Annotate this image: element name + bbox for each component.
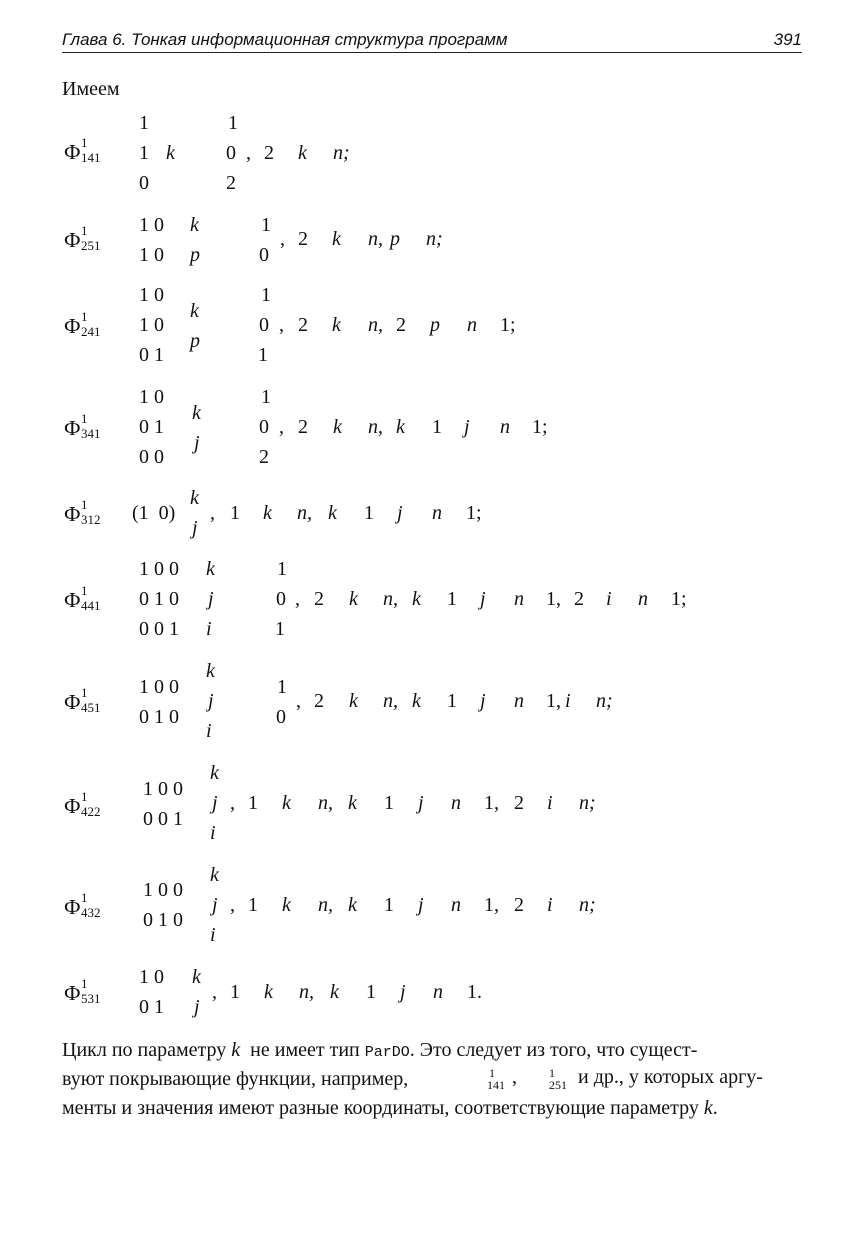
math-token: 2 bbox=[298, 228, 308, 250]
phi-symbol: Ф 1 432 bbox=[64, 890, 101, 920]
math-variable: j bbox=[192, 517, 198, 539]
math-variable: i bbox=[206, 618, 212, 640]
math-token: 1 bbox=[432, 416, 442, 438]
math-token: , bbox=[512, 1066, 517, 1088]
math-variable: k bbox=[348, 894, 357, 916]
math-token: 1; bbox=[532, 416, 548, 438]
math-variable: p bbox=[190, 244, 200, 266]
math-token: 1, bbox=[546, 690, 561, 712]
math-token: 0 bbox=[259, 314, 269, 336]
math-token: 1 0 bbox=[139, 386, 164, 408]
math-token: 1 0 0 bbox=[139, 558, 179, 580]
math-token: 2 bbox=[298, 416, 308, 438]
math-token: 2 bbox=[314, 690, 324, 712]
math-variable: n, bbox=[297, 502, 312, 524]
math-variable: k bbox=[328, 502, 337, 524]
math-token: 1 bbox=[139, 112, 149, 134]
math-token: 2 bbox=[259, 446, 269, 468]
paragraph-line-2: вуют покрывающие функции, например, bbox=[62, 1068, 409, 1090]
math-variable: k bbox=[330, 981, 339, 1003]
math-variable: k bbox=[348, 792, 357, 814]
math-token: 2 bbox=[314, 588, 324, 610]
math-variable: n bbox=[451, 792, 461, 814]
math-variable: n bbox=[451, 894, 461, 916]
math-variable: k bbox=[298, 142, 307, 164]
math-variable: j bbox=[212, 894, 218, 916]
math-variable: j bbox=[194, 996, 200, 1018]
math-variable: j bbox=[480, 588, 486, 610]
math-variable: i bbox=[547, 894, 553, 916]
math-token: 1 0 0 bbox=[143, 879, 183, 901]
math-token: , bbox=[230, 894, 235, 916]
math-token: 1, bbox=[484, 894, 499, 916]
math-token: 1 bbox=[384, 792, 394, 814]
math-token: , bbox=[230, 792, 235, 814]
math-variable: n bbox=[500, 416, 510, 438]
math-variable: k bbox=[190, 487, 199, 509]
math-variable: i bbox=[206, 720, 212, 742]
phi-symbol: Ф 1 312 bbox=[64, 497, 101, 527]
math-variable: j bbox=[194, 432, 200, 454]
phi-symbol: Ф 1 451 bbox=[64, 685, 101, 715]
math-variable: k bbox=[332, 314, 341, 336]
math-variable: k bbox=[412, 588, 421, 610]
math-variable: k bbox=[190, 300, 199, 322]
math-token: 1 bbox=[447, 690, 457, 712]
math-variable: j bbox=[464, 416, 470, 438]
math-token: 0 bbox=[259, 244, 269, 266]
math-variable: i bbox=[606, 588, 612, 610]
math-token: 0 0 1 bbox=[139, 618, 179, 640]
math-token: 1; bbox=[500, 314, 516, 336]
math-variable: k bbox=[192, 966, 201, 988]
math-token: 1 bbox=[228, 112, 238, 134]
math-variable: j bbox=[418, 894, 424, 916]
math-variable: i bbox=[565, 690, 571, 712]
math-token: , bbox=[212, 981, 217, 1003]
math-variable: k bbox=[210, 762, 219, 784]
math-variable: k bbox=[210, 864, 219, 886]
math-token: , bbox=[295, 588, 300, 610]
math-variable: n bbox=[638, 588, 648, 610]
ref2-sub: 251 bbox=[549, 1078, 567, 1092]
math-variable: n, bbox=[383, 588, 398, 610]
intro-text: Имеем bbox=[62, 78, 120, 100]
math-token: , bbox=[280, 228, 285, 250]
math-token: 1 bbox=[139, 142, 149, 164]
math-variable: n, bbox=[368, 416, 383, 438]
math-variable: n bbox=[432, 502, 442, 524]
math-variable: n, bbox=[299, 981, 314, 1003]
math-variable: n bbox=[514, 690, 524, 712]
math-token: 0 bbox=[259, 416, 269, 438]
math-token: 1 bbox=[366, 981, 376, 1003]
math-variable: k bbox=[206, 558, 215, 580]
math-token: 1 bbox=[258, 344, 268, 366]
math-variable: j bbox=[480, 690, 486, 712]
math-token: 0 bbox=[276, 706, 286, 728]
math-token: 0 1 0 bbox=[139, 706, 179, 728]
math-variable: i bbox=[547, 792, 553, 814]
math-variable: n; bbox=[333, 142, 350, 164]
math-token: , bbox=[210, 502, 215, 524]
phi-symbol: Ф 1 531 bbox=[64, 976, 101, 1006]
math-token: 0 bbox=[226, 142, 236, 164]
math-token: 1 bbox=[261, 386, 271, 408]
math-variable: k bbox=[192, 402, 201, 424]
math-variable: k bbox=[166, 142, 175, 164]
code-pardo: ParDO bbox=[364, 1044, 410, 1061]
math-variable: n bbox=[467, 314, 477, 336]
math-variable: j bbox=[208, 690, 214, 712]
math-token: 0 1 0 bbox=[143, 909, 183, 931]
math-variable: i bbox=[210, 924, 216, 946]
math-token: 0 1 bbox=[139, 344, 164, 366]
math-variable: k bbox=[263, 502, 272, 524]
math-variable: n; bbox=[579, 792, 596, 814]
math-variable: j bbox=[208, 588, 214, 610]
math-token: 1 bbox=[277, 676, 287, 698]
math-token: , bbox=[279, 314, 284, 336]
math-token: (1 0) bbox=[132, 502, 176, 524]
math-variable: p bbox=[390, 228, 400, 250]
math-token: 2 bbox=[298, 314, 308, 336]
math-variable: k bbox=[396, 416, 405, 438]
math-token: 2 bbox=[514, 792, 524, 814]
math-variable: p bbox=[190, 330, 200, 352]
math-token: , bbox=[246, 142, 251, 164]
math-variable: k bbox=[349, 588, 358, 610]
chapter-title: Глава 6. Тонкая информационная структура программ bbox=[62, 30, 508, 49]
phi-symbol: Ф 1 341 bbox=[64, 411, 101, 441]
math-variable: n; bbox=[596, 690, 613, 712]
math-token: 0 1 bbox=[139, 996, 164, 1018]
paragraph-line-3: менты и значения имеют разные координаты, соответствующие параметру k. bbox=[62, 1097, 718, 1119]
math-variable: n, bbox=[383, 690, 398, 712]
math-variable: k bbox=[282, 894, 291, 916]
math-token: , bbox=[279, 416, 284, 438]
math-variable: n, bbox=[318, 792, 333, 814]
math-variable: j bbox=[400, 981, 406, 1003]
math-token: 0 0 1 bbox=[143, 808, 183, 830]
math-token: 1 bbox=[275, 618, 285, 640]
phi-symbol: Ф 1 141 bbox=[64, 135, 101, 165]
math-token: 0 1 0 bbox=[139, 588, 179, 610]
math-variable: i bbox=[210, 822, 216, 844]
math-variable: j bbox=[397, 502, 403, 524]
math-token: 1 bbox=[364, 502, 374, 524]
math-variable: n; bbox=[426, 228, 443, 250]
math-variable: k bbox=[332, 228, 341, 250]
phi-symbol: Ф 1 241 bbox=[64, 309, 101, 339]
phi-symbol: Ф 1 441 bbox=[64, 583, 101, 613]
math-token: 1 0 bbox=[139, 966, 164, 988]
math-token: 0 1 bbox=[139, 416, 164, 438]
math-token: 0 bbox=[276, 588, 286, 610]
paragraph-line-1: Цикл по параметру k не имеет тип ParDO. Это следует из того, что сущест- bbox=[62, 1039, 698, 1061]
math-token: 1 0 bbox=[139, 244, 164, 266]
math-token: 1. bbox=[467, 981, 482, 1003]
math-variable: n; bbox=[579, 894, 596, 916]
math-variable: n, bbox=[368, 314, 383, 336]
math-token: 1 bbox=[230, 502, 240, 524]
math-token: 0 0 bbox=[139, 446, 164, 468]
math-token: 1 bbox=[230, 981, 240, 1003]
page-header bbox=[62, 30, 802, 53]
math-variable: j bbox=[418, 792, 424, 814]
math-token: 1 bbox=[384, 894, 394, 916]
math-variable: n bbox=[433, 981, 443, 1003]
math-variable: j bbox=[212, 792, 218, 814]
math-token: , bbox=[296, 690, 301, 712]
math-variable: n, bbox=[318, 894, 333, 916]
math-token: 1 0 0 bbox=[143, 778, 183, 800]
math-token: 1 bbox=[248, 894, 258, 916]
math-token: 2 bbox=[396, 314, 406, 336]
math-token: 1 bbox=[447, 588, 457, 610]
math-token: 2 bbox=[514, 894, 524, 916]
math-token: 1 bbox=[277, 558, 287, 580]
paragraph-line-2-end: и др., у которых аргу- bbox=[578, 1066, 763, 1088]
math-variable: n, bbox=[368, 228, 383, 250]
math-token: 2 bbox=[226, 172, 236, 194]
math-token: 2 bbox=[574, 588, 584, 610]
phi-symbol: Ф 1 251 bbox=[64, 223, 101, 253]
math-token: 1, bbox=[484, 792, 499, 814]
math-token: 0 bbox=[139, 172, 149, 194]
math-token: 1; bbox=[671, 588, 687, 610]
math-token: 1 0 bbox=[139, 314, 164, 336]
phi-symbol: Ф 1 422 bbox=[64, 789, 101, 819]
math-variable: k bbox=[264, 981, 273, 1003]
math-token: 1 0 0 bbox=[139, 676, 179, 698]
math-variable: n bbox=[514, 588, 524, 610]
math-token: 1 0 bbox=[139, 284, 164, 306]
ref2-sup: 1 bbox=[549, 1066, 555, 1080]
math-variable: k bbox=[333, 416, 342, 438]
math-token: 1 bbox=[248, 792, 258, 814]
math-token: 1 bbox=[261, 214, 271, 236]
math-variable: k bbox=[349, 690, 358, 712]
ref1-sub: 141 bbox=[487, 1078, 505, 1092]
page-number: 391 bbox=[773, 30, 802, 49]
math-token: 1 0 bbox=[139, 214, 164, 236]
ref1-sup: 1 bbox=[489, 1066, 495, 1080]
math-variable: k bbox=[206, 660, 215, 682]
math-variable: k bbox=[190, 214, 199, 236]
math-variable: p bbox=[430, 314, 440, 336]
math-token: 1 bbox=[261, 284, 271, 306]
math-token: 2 bbox=[264, 142, 274, 164]
math-token: 1, bbox=[546, 588, 561, 610]
math-token: 1; bbox=[466, 502, 482, 524]
math-variable: k bbox=[412, 690, 421, 712]
math-variable: k bbox=[282, 792, 291, 814]
